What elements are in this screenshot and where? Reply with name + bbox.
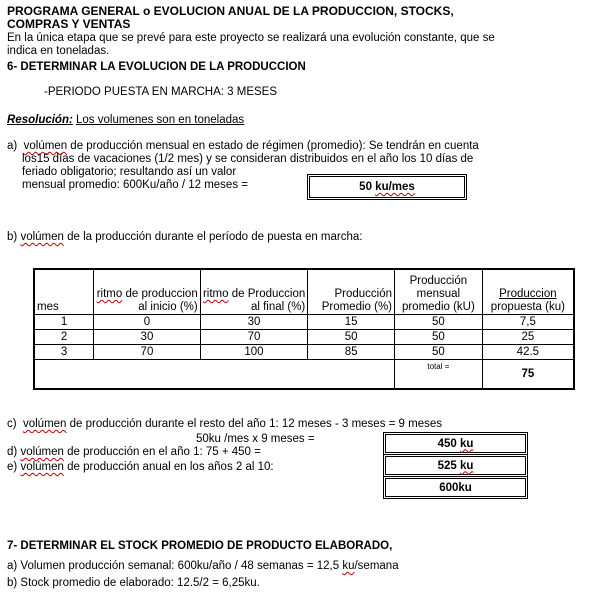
cell-final: 100 [200, 345, 308, 360]
col-header-ritmo-inicio: ritmo de produccion al inicio (%) [94, 269, 201, 315]
document-title-line2: COMPRAS Y VENTAS [7, 17, 131, 31]
year1-result-box [383, 454, 528, 477]
year1-value: 525 [437, 459, 457, 472]
section7-item-b: b) Stock promedio de elaborado: 12.5/2 = 6,25ku. [7, 577, 260, 589]
col-header-promedio: Producción Promedio (%) [308, 269, 395, 315]
item-c-line1 [7, 418, 442, 431]
cell-mensual: 50 [395, 315, 483, 330]
item-c-prefix: c) [7, 418, 17, 430]
year1-unit: ku [459, 459, 474, 472]
col-header-ritmo-final: ritmo de Produccion al final (%) [200, 269, 308, 315]
item-d-prefix: d) [7, 446, 18, 458]
item-a-line2: los15 días de vacaciones (1/2 mes) y se consideran distribuidos en el año los 10 días de [22, 153, 474, 165]
rest-of-year-unit: ku [459, 437, 474, 450]
annual-value: 600ku [439, 481, 472, 494]
section7-heading: 7- DETERMINAR EL STOCK PROMEDIO DE PRODUCTO ELABORADO, [7, 540, 393, 552]
item-d-text: de producción en el año 1: 75 + 450 = [67, 446, 261, 458]
cell-promedio: 15 [308, 315, 395, 330]
item-b-prefix: b) [7, 231, 18, 243]
item-a-word: volúmen [23, 140, 68, 152]
item-e-text: de producción anual en los años 2 al 10: [67, 461, 274, 473]
resolucion-text: Los volumenes son en toneladas [76, 114, 245, 126]
cell-promedio: 85 [308, 345, 395, 360]
item-d-word: volúmen [20, 446, 64, 458]
item-e-line [7, 461, 274, 474]
table-row [34, 315, 574, 330]
intro-line1: En la única etapa que se prevé para este proyecto se realizará una evolución constante, que se [7, 32, 495, 44]
item-e-word: volúmen [20, 461, 64, 473]
section7-item-a-unit: ku [342, 560, 355, 572]
col-header-mensual: Producción mensual promedio (kU) [395, 269, 483, 315]
cell-mes: 1 [34, 315, 94, 330]
rest-of-year-result-box [383, 432, 528, 455]
resolucion-label: Resolución: [7, 114, 73, 126]
section7-item-a-text: a) Volumen producción semanal: 600ku/año / 48 semanas = 12,5 [7, 560, 340, 572]
resolucion-line [7, 114, 244, 127]
table-total-row [34, 360, 574, 390]
monthly-average-result-box [307, 174, 467, 200]
item-b-word: volúmen [20, 231, 64, 243]
section7-item-a-tail: /semana [354, 560, 399, 572]
item-a-text: de producción mensual en estado de régimen (promedio): Se tendrán en cuenta [70, 140, 479, 152]
col-header-propuesta: Produccion propuesta (ku) [482, 269, 574, 315]
item-b-line [7, 231, 362, 244]
intro-line2: indica en toneladas. [7, 45, 110, 57]
cell-mes: 2 [34, 330, 94, 345]
table-row [34, 345, 574, 360]
item-c-text: de producción durante el resto del año 1: 12 meses - 3 meses = 9 meses [69, 418, 443, 430]
cell-inicio: 30 [94, 330, 201, 345]
monthly-average-unit: ku/mes [375, 181, 415, 193]
item-e-prefix: e) [7, 461, 18, 473]
item-a-line3: feriado obligatorio; resultando así un valor [22, 166, 237, 178]
cell-propuesta: 42.5 [482, 345, 574, 360]
cell-mes: 3 [34, 345, 94, 360]
cell-propuesta: 7,5 [482, 315, 574, 330]
item-a-prefix: a) [7, 140, 18, 152]
startup-production-table [33, 268, 575, 390]
cell-inicio: 70 [94, 345, 201, 360]
total-value: 75 [482, 360, 574, 390]
item-a-line1 [7, 140, 479, 153]
startup-period: -PERIODO PUESTA EN MARCHA: 3 MESES [44, 86, 278, 98]
table-row [34, 330, 574, 345]
cell-propuesta: 25 [482, 330, 574, 345]
col-header-mes: mes [34, 269, 94, 315]
item-c-line2: 50ku /mes x 9 meses = [196, 433, 315, 445]
section7-item-a [7, 560, 399, 573]
cell-inicio: 0 [94, 315, 201, 330]
item-a-line4: mensual promedio: 600Ku/año / 12 meses = [22, 179, 248, 191]
cell-final: 30 [200, 315, 308, 330]
cell-mensual: 50 [395, 345, 483, 360]
cell-promedio: 50 [308, 330, 395, 345]
document-title-line1: PROGRAMA GENERAL o EVOLUCION ANUAL DE LA PRODUCCION, STOCKS, [7, 4, 454, 18]
total-empty-cell [34, 360, 395, 390]
item-c-word: volúmen [22, 418, 67, 430]
cell-final: 70 [200, 330, 308, 345]
table-header-row [34, 269, 574, 315]
rest-of-year-value: 450 [437, 437, 457, 450]
annual-result-box [383, 476, 528, 499]
item-d-line [7, 446, 261, 459]
item-b-text: de la producción durante el período de puesta en marcha: [67, 231, 363, 243]
section6-heading: 6- DETERMINAR LA EVOLUCION DE LA PRODUCCION [7, 61, 306, 73]
monthly-average-value: 50 [359, 181, 372, 193]
cell-mensual: 50 [395, 330, 483, 345]
total-label: total = [395, 360, 483, 390]
